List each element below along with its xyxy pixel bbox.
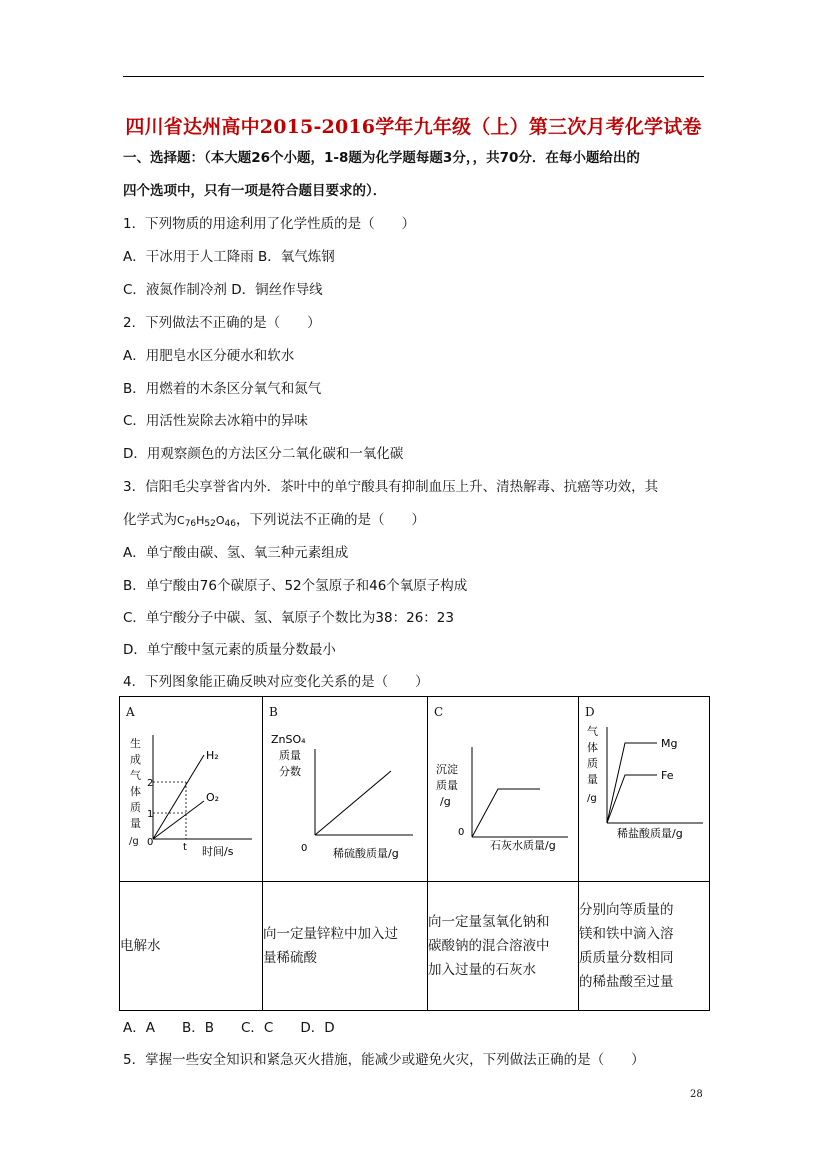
q5-stem: 5．掌握一些安全知识和紧急灭火措施，能减少或避免火灾，下列做法正确的是（ ） <box>123 1052 645 1068</box>
desc-c-line2: 碳酸钠的混合溶液中 <box>428 938 550 954</box>
section-heading-line2: 四个选项中，只有一项是符合题目要求的）． <box>123 183 387 199</box>
graph-c-ylabel-2: 质量 <box>436 779 458 792</box>
graph-cell-a <box>120 697 263 882</box>
desc-cell-c <box>428 882 579 1011</box>
q4-graph-table <box>119 696 710 1011</box>
q3-option-c: C．单宁酸分子中碳、氢、氧原子个数比为38：26：23 <box>123 610 454 626</box>
graph-c-xlabel: 石灰水质量/g <box>490 839 556 852</box>
graph-d-fe-label: Fe <box>661 769 674 782</box>
q2-option-d: D．用观察颜色的方法区分二氧化碳和一氧化碳 <box>123 446 404 462</box>
graph-b-origin: 0 <box>301 843 308 854</box>
graph-a-xlabel: 时间/s <box>202 845 234 858</box>
q2-option-a: A．用肥皂水区分硬水和软水 <box>123 348 295 364</box>
graph-d-mg-line <box>607 743 657 823</box>
graph-d-ylabel-3: 质 <box>587 757 598 770</box>
q1-options-cd: C．液氮作制冷剂 D．铜丝作导线 <box>123 282 323 298</box>
q1-stem: 1．下列物质的用途利用了化学性质的是（ ） <box>123 216 416 232</box>
graph-a-ylabel-5: 质 <box>130 801 141 814</box>
graph-d-ylabel-4: 量 <box>587 773 598 786</box>
graph-a-origin: 0 <box>147 837 154 848</box>
chemical-formula: $C_{76}H_{52}O_{46}$ <box>177 514 236 529</box>
graph-d-fe-line <box>607 775 657 823</box>
graph-b-series-line <box>315 771 391 835</box>
q4-stem: 4．下列图象能正确反映对应变化关系的是（ ） <box>123 674 429 690</box>
desc-b-line1: 向一定量锌粒中加入过 <box>263 926 398 942</box>
graph-label-d: D <box>585 705 595 719</box>
header-rule <box>123 76 704 77</box>
desc-cell-b <box>263 882 428 1011</box>
desc-d-line4: 的稀盐酸至过量 <box>579 974 674 990</box>
graph-a-ylabel-7: /g <box>129 836 139 847</box>
graph-b-ylabel-1: ZnSO₄ <box>271 733 306 746</box>
graph-cell-b <box>263 697 428 882</box>
graph-b-ylabel-2: 质量 <box>279 749 301 762</box>
q3-stem-line1: 3．信阳毛尖享誉省内外．茶叶中的单宁酸具有抑制血压上升、清热解毒、抗癌等功效，其 <box>123 479 659 495</box>
graph-a-electrolysis <box>120 697 262 881</box>
q4-options: A．A B．B C．C D．D <box>123 1020 335 1036</box>
graph-a-ylabel-4: 体 <box>130 785 141 798</box>
q2-option-b: B．用燃着的木条区分氧气和氮气 <box>123 381 322 397</box>
graph-b-ylabel-3: 分数 <box>279 765 301 778</box>
graph-a-tick-2: 2 <box>147 778 154 789</box>
desc-a-line1: 电解水 <box>120 938 161 954</box>
graph-d-mg-label: Mg <box>661 737 678 750</box>
graph-label-b: B <box>269 705 278 719</box>
graph-d-ylabel-2: 体 <box>587 741 598 754</box>
graph-a-ylabel-6: 量 <box>130 817 141 830</box>
q3-option-a: A．单宁酸由碳、氢、氧三种元素组成 <box>123 545 349 561</box>
graph-label-c: C <box>434 705 444 719</box>
page-number: 28 <box>690 1089 703 1100</box>
q3-stem-line2: 化学式为$C_{76}H_{52}O_{46}$，下列说法不正确的是（ ） <box>123 512 425 529</box>
exam-title: 四川省达州高中2015-2016学年九年级（上）第三次月考化学试卷 <box>125 116 702 138</box>
desc-c-line3: 加入过量的石灰水 <box>428 962 536 978</box>
q1-options-ab: A．干冰用于人工降雨 B．氧气炼钢 <box>123 249 335 265</box>
graph-a-h2-line <box>153 755 204 839</box>
graph-a-o2-label: O₂ <box>206 791 220 804</box>
desc-c-line1: 向一定量氢氧化钠和 <box>428 914 550 930</box>
desc-d-line1: 分别向等质量的 <box>579 902 674 918</box>
q2-option-c: C．用活性炭除去冰箱中的异味 <box>123 413 308 429</box>
desc-d-line3: 质质量分数相同 <box>579 950 674 966</box>
graph-a-h2-label: H₂ <box>206 749 219 762</box>
graph-d-ylabel-5: /g <box>587 793 597 804</box>
graph-a-o2-line <box>153 801 204 839</box>
q3-option-d: D．单宁酸中氢元素的质量分数最小 <box>123 642 336 658</box>
graph-a-tick-t: t <box>183 842 187 853</box>
graph-cell-c <box>428 697 579 882</box>
section-heading-line1: 一、选择题：（本大题26个小题，1-8题为化学题每题3分，，共70分．在每小题给出的 <box>123 150 640 166</box>
q2-stem: 2．下列做法不正确的是（ ） <box>123 315 321 331</box>
graph-a-ylabel-3: 气 <box>130 769 141 782</box>
q3-option-b: B．单宁酸由76个碳原子、52个氢原子和46个氧原子构成 <box>123 578 468 594</box>
graph-c-ylabel-1: 沉淀 <box>436 763 458 776</box>
graph-a-tick-1: 1 <box>147 809 154 820</box>
graph-b-zinc-sulfate <box>263 697 427 881</box>
graph-c-origin: 0 <box>458 827 465 838</box>
graph-c-ylabel-3: /g <box>440 795 451 808</box>
graph-d-gas-mass <box>579 697 709 881</box>
desc-cell-d <box>579 882 710 1011</box>
graph-b-xlabel: 稀硫酸质量/g <box>333 847 399 860</box>
graph-c-series-line <box>472 789 540 837</box>
desc-cell-a <box>120 882 263 1011</box>
graph-a-ylabel-2: 成 <box>130 753 141 766</box>
graph-label-a: A <box>126 705 135 719</box>
graph-c-precipitate <box>428 697 578 881</box>
graph-d-ylabel-1: 气 <box>587 725 598 738</box>
graph-cell-d <box>579 697 710 882</box>
desc-b-line2: 量稀硫酸 <box>263 950 317 966</box>
graph-a-ylabel-1: 生 <box>130 737 141 750</box>
desc-d-line2: 镁和铁中滴入溶 <box>579 926 674 942</box>
graph-d-xlabel: 稀盐酸质量/g <box>617 827 683 840</box>
